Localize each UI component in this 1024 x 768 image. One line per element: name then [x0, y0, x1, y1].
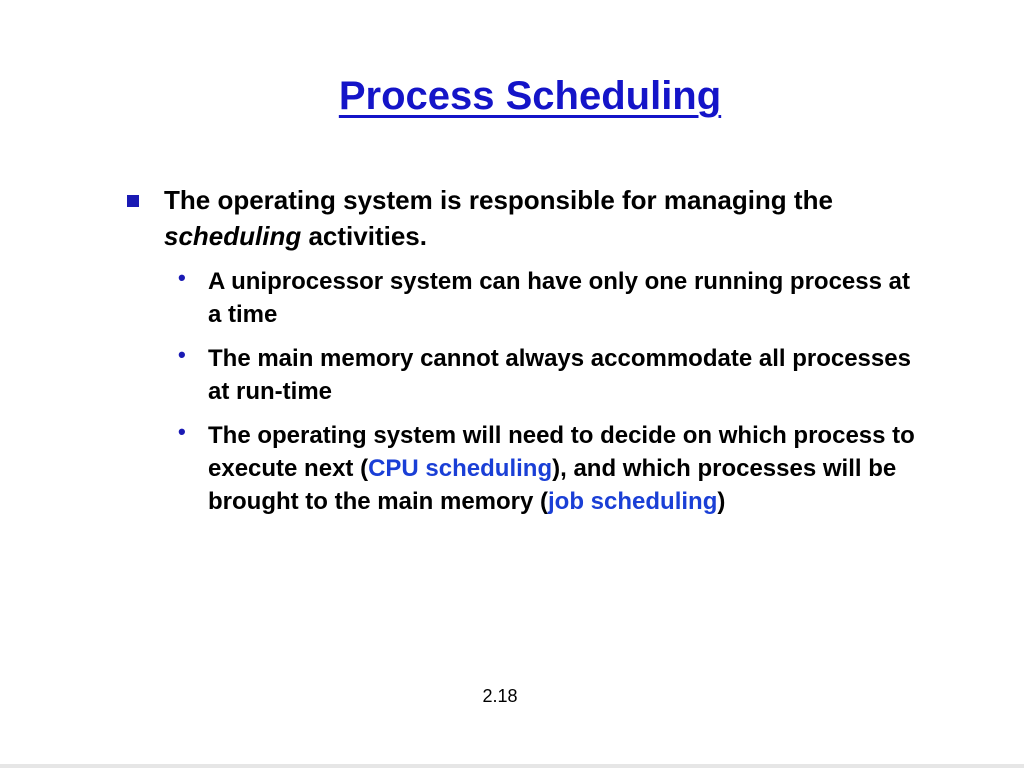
- cpu-scheduling-term: CPU scheduling: [368, 455, 553, 482]
- main-text-emphasis: scheduling: [164, 221, 302, 251]
- sub-bullet-item: [178, 265, 928, 331]
- slide-number: 2.18: [482, 686, 518, 706]
- sub-bullet-item: [178, 342, 928, 408]
- sub-bullet-text-part1: The operating system will need to decide on which process to execute next (: [208, 422, 915, 482]
- sub-bullet-text: A uniprocessor system can have only one running process at a time: [208, 268, 910, 328]
- dot-bullet-icon: •: [178, 419, 186, 444]
- bottom-divider: [0, 764, 1024, 768]
- sub-bullet-text-part3: ): [717, 488, 726, 515]
- dot-bullet-icon: •: [178, 265, 186, 290]
- square-bullet-icon: [127, 195, 139, 207]
- main-text-before: The operating system is responsible for managing the: [164, 185, 833, 215]
- sub-bullet-text-part2: ), and which processes will be brought to the main memory (: [208, 455, 897, 515]
- slide-title: Process Scheduling: [338, 74, 722, 118]
- dot-bullet-icon: •: [178, 342, 186, 367]
- main-bullet-text: [164, 182, 904, 254]
- sub-bullet-list: [178, 265, 928, 529]
- sub-bullet-text: The main memory cannot always accommodate all processes at run-time: [208, 345, 911, 405]
- sub-bullet-item: [178, 419, 928, 518]
- job-scheduling-term: job scheduling: [548, 488, 718, 515]
- main-text-after: activities.: [301, 221, 427, 251]
